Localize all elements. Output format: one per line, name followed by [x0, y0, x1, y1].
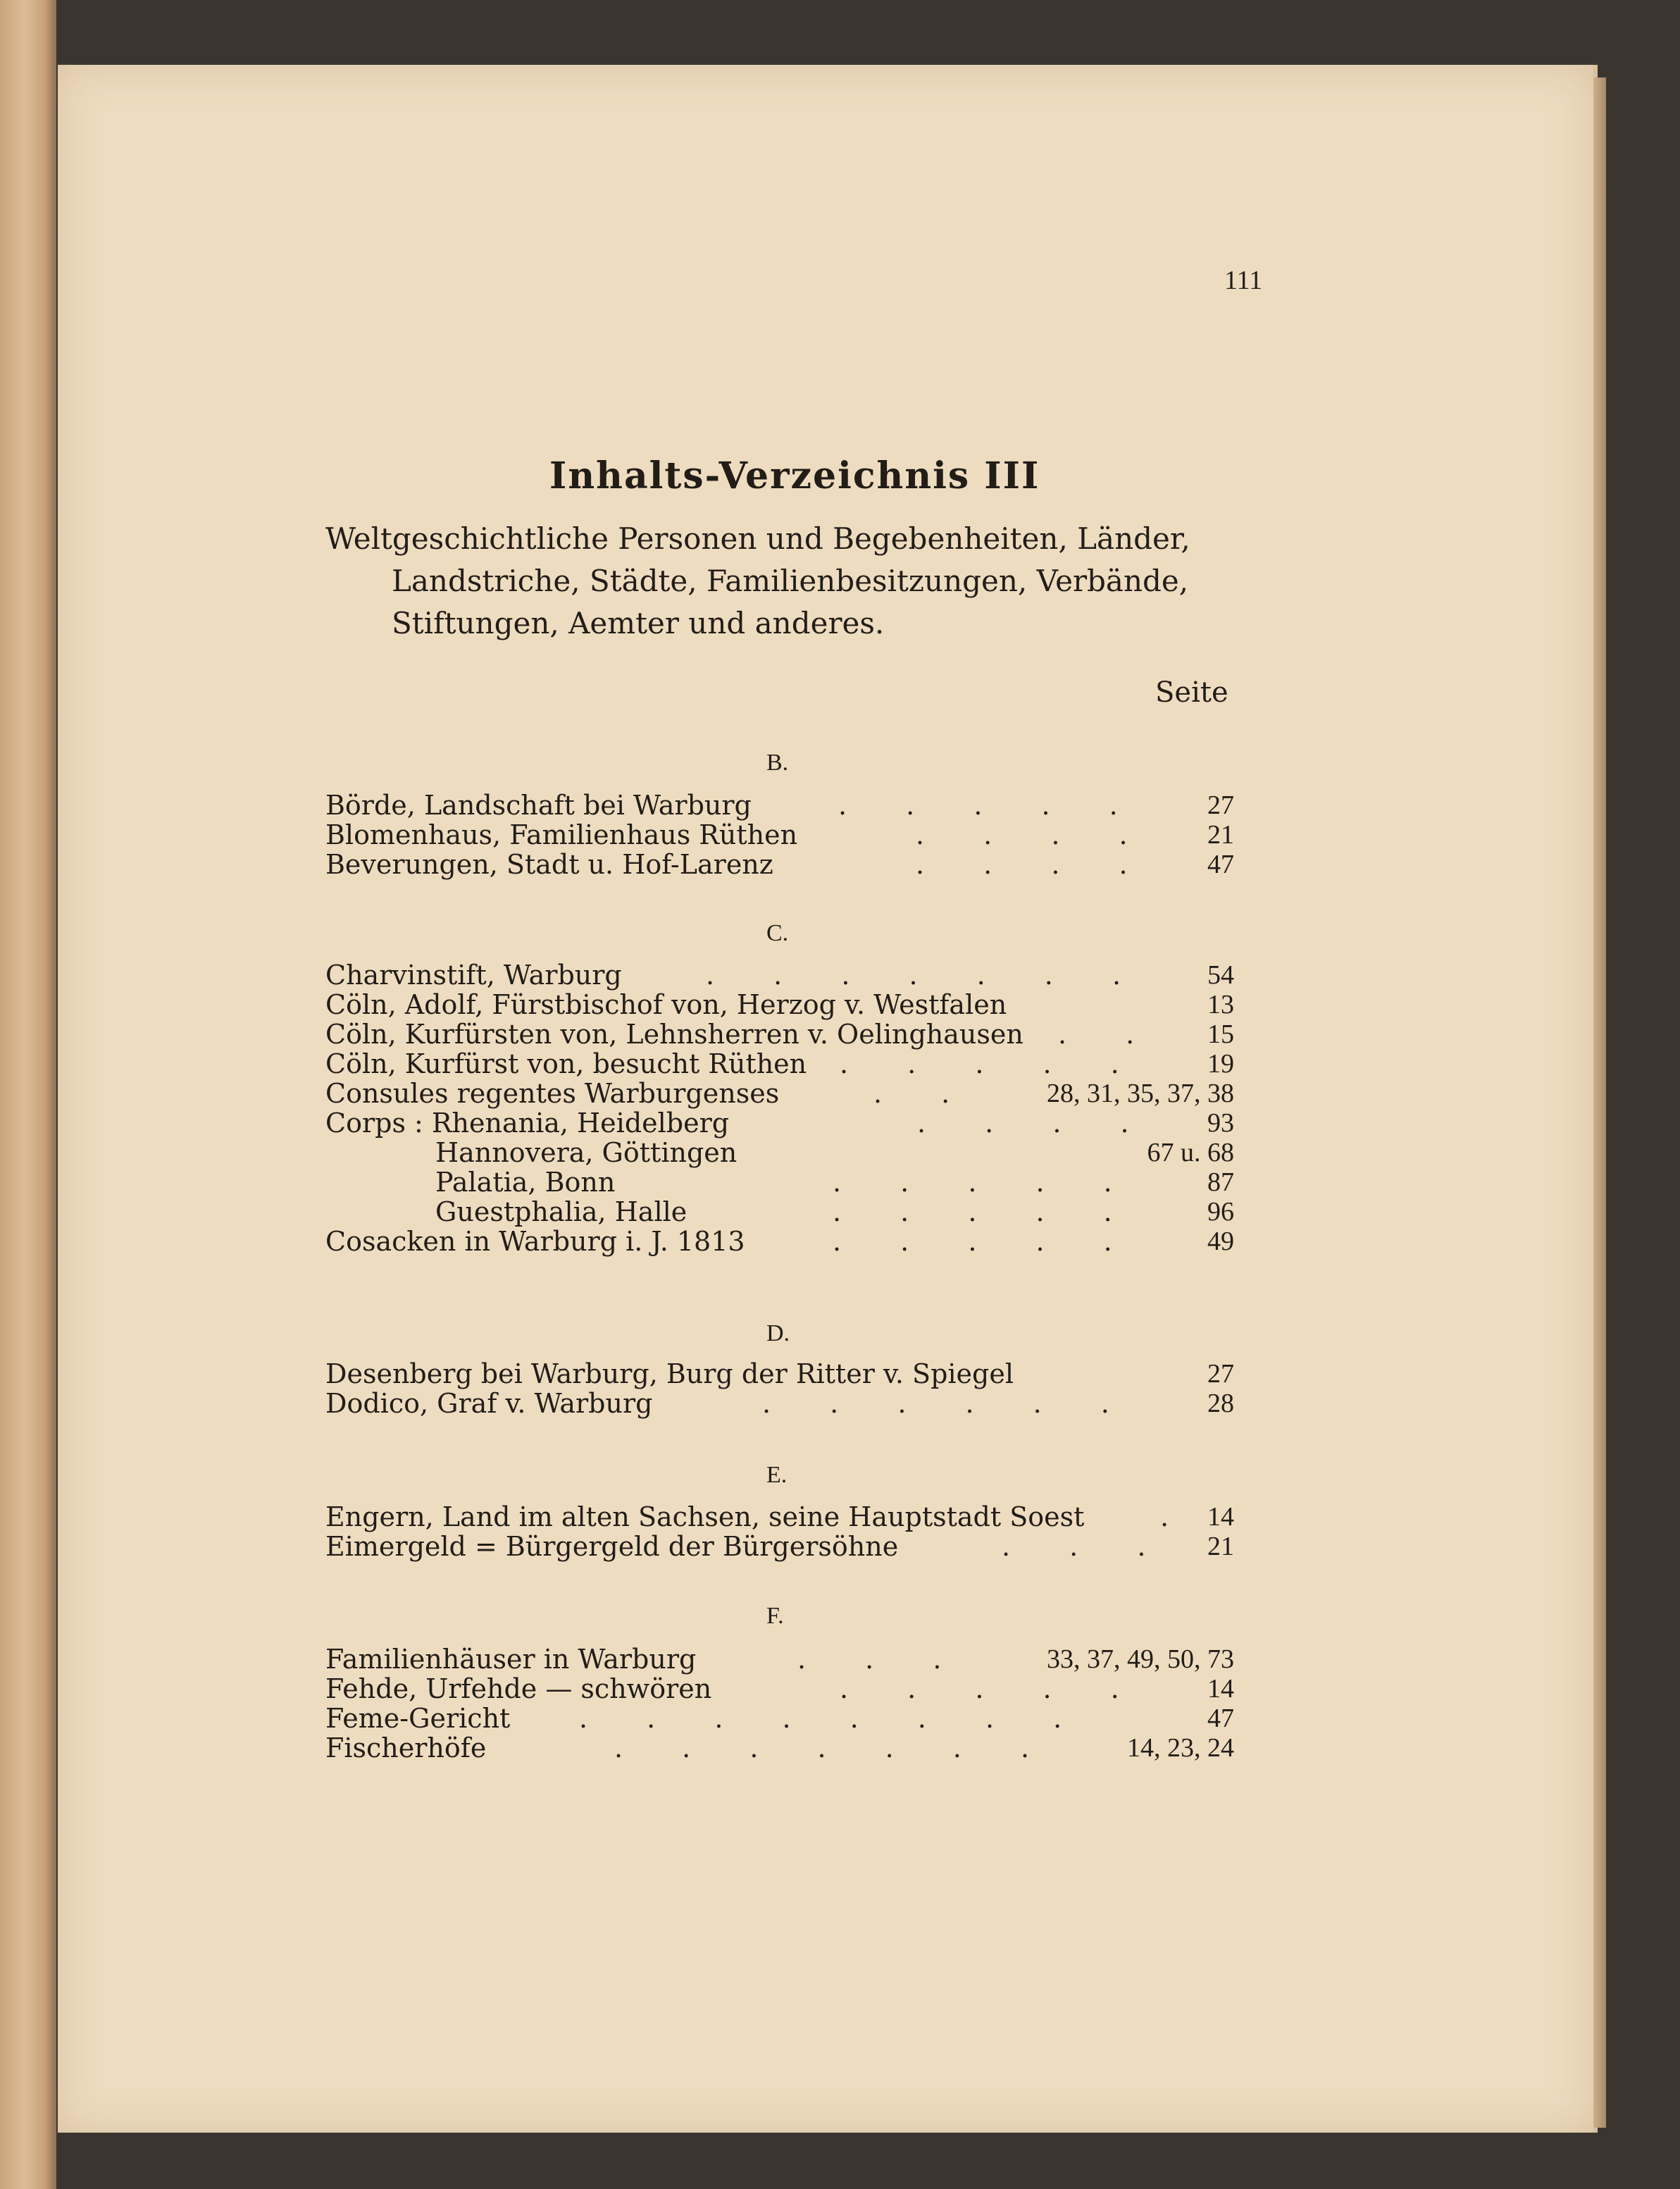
entry-page: 54 [1207, 960, 1234, 990]
subtitle-line-3: Stiftungen, Aemter und anderes. [392, 606, 885, 640]
index-entry [325, 1167, 1234, 1197]
entry-dots: . . . [797, 1644, 967, 1675]
index-entry [325, 1644, 1234, 1674]
subtitle-line-2: Landstriche, Städte, Familienbesitzungen, Verbände, [392, 564, 1189, 598]
entry-dots: . . [1058, 1019, 1160, 1050]
index-entry [325, 1049, 1234, 1079]
index-entry [325, 1704, 1234, 1733]
entry-page: 28, 31, 35, 37, 38 [1047, 1079, 1234, 1108]
entry-text: Corps : Rhenania, Heidelberg [325, 1108, 730, 1139]
page-number: 111 [1224, 266, 1263, 295]
entry-text: Beverungen, Stadt u. Hof-Larenz [325, 849, 773, 880]
entry-dots: . . . . . . [762, 1388, 1135, 1419]
index-entry [325, 1108, 1234, 1138]
entry-text: Hannovera, Göttingen [435, 1137, 738, 1168]
entry-dots: . . . . . [840, 1673, 1145, 1704]
entry-text: Cöln, Kurfürsten von, Lehnsherren v. Oelinghausen [325, 1019, 1023, 1050]
entry-page: 14 [1207, 1502, 1234, 1532]
entry-dots: . . . . . [838, 790, 1143, 821]
entry-dots: . . [873, 1078, 976, 1109]
entry-page: 28 [1207, 1389, 1234, 1418]
entry-page: 87 [1207, 1167, 1234, 1197]
entry-page: 96 [1207, 1197, 1234, 1227]
section-heading-f: F. [766, 1603, 784, 1629]
index-entry [325, 1138, 1234, 1167]
index-entry [325, 850, 1234, 879]
index-entry [325, 1502, 1234, 1532]
entry-text: Börde, Landschaft bei Warburg [325, 790, 752, 821]
entry-dots: . . . . . . . [614, 1732, 1055, 1763]
index-entry [325, 1359, 1234, 1389]
index-entry [325, 1197, 1234, 1227]
entry-text: Palatia, Bonn [435, 1167, 616, 1198]
entry-page: 33, 37, 49, 50, 73 [1047, 1644, 1234, 1674]
entry-page: 14 [1207, 1674, 1234, 1704]
entry-page: 47 [1207, 1704, 1234, 1733]
index-entry [325, 1532, 1234, 1561]
entry-dots: . . . . [916, 819, 1153, 850]
section-heading-d: D. [766, 1320, 790, 1346]
page-title: Inhalts-Verzeichnis III [549, 454, 1040, 497]
left-page-edge [0, 0, 56, 2189]
index-entry [325, 1733, 1234, 1763]
entry-text: Cosacken in Warburg i. J. 1813 [325, 1226, 745, 1257]
entry-text: Guestphalia, Halle [435, 1196, 687, 1227]
index-entry [325, 960, 1234, 990]
entry-page: 13 [1207, 990, 1234, 1019]
index-entry [325, 1227, 1234, 1256]
entry-dots: . . . . [916, 849, 1153, 880]
index-entry [325, 790, 1234, 820]
index-entry [325, 990, 1234, 1019]
index-entry [325, 1019, 1234, 1049]
subtitle [325, 518, 1241, 645]
entry-text: Cöln, Adolf, Fürstbischof von, Herzog v. Westfalen [325, 989, 1007, 1020]
entry-page: 15 [1207, 1019, 1234, 1049]
entry-page: 47 [1207, 850, 1234, 879]
index-entry [325, 1674, 1234, 1704]
section-heading-e: E. [766, 1462, 788, 1488]
entry-dots: . . . . . . . . [579, 1703, 1088, 1734]
entry-text: Eimergeld = Bürgergeld der Bürgersöhne [325, 1531, 899, 1562]
entry-page: 27 [1207, 790, 1234, 820]
entry-page: 19 [1207, 1049, 1234, 1079]
section-heading-c: C. [766, 920, 789, 946]
entry-dots: . . . . . . . [706, 960, 1147, 991]
entry-dots: . [1160, 1501, 1195, 1532]
entry-page: 14, 23, 24 [1127, 1733, 1234, 1763]
entry-page: 21 [1207, 1532, 1234, 1561]
entry-dots: . . . . [917, 1108, 1155, 1139]
entry-dots: . . . [1002, 1531, 1171, 1562]
entry-text: Blomenhaus, Familienhaus Rüthen [325, 819, 798, 850]
entry-dots: . . . . . [840, 1048, 1145, 1079]
column-header-seite: Seite [1155, 676, 1228, 709]
subtitle-line-1: Weltgeschichtliche Personen und Begebenheiten, Länder, [325, 521, 1190, 556]
index-entry [325, 1079, 1234, 1108]
page-edge-shadow [1593, 77, 1606, 2128]
index-entry [325, 820, 1234, 850]
section-heading-b: B. [766, 750, 789, 776]
entry-text: Fischerhöfe [325, 1732, 487, 1763]
entry-text: Charvinstift, Warburg [325, 960, 622, 991]
entry-text: Engern, Land im alten Sachsen, seine Hauptstadt Soest [325, 1501, 1085, 1532]
entry-text: Familienhäuser in Warburg [325, 1644, 697, 1675]
entry-dots: . . . . . [833, 1167, 1138, 1198]
entry-text: Feme-Gericht [325, 1703, 511, 1734]
entry-text: Consules regentes Warburgenses [325, 1078, 780, 1109]
entry-page: 67 u. 68 [1147, 1138, 1234, 1167]
entry-page: 49 [1207, 1227, 1234, 1256]
entry-text: Desenberg bei Warburg, Burg der Ritter v. Spiegel [325, 1358, 1014, 1389]
index-entry [325, 1389, 1234, 1418]
entry-page: 21 [1207, 820, 1234, 850]
entry-page: 93 [1207, 1108, 1234, 1138]
entry-text: Cöln, Kurfürst von, besucht Rüthen [325, 1048, 807, 1079]
entry-dots: . . . . . [833, 1196, 1138, 1227]
entry-dots: . . . . . [833, 1226, 1138, 1257]
entry-text: Fehde, Urfehde — schwören [325, 1673, 712, 1704]
entry-text: Dodico, Graf v. Warburg [325, 1388, 653, 1419]
entry-page: 27 [1207, 1359, 1234, 1389]
